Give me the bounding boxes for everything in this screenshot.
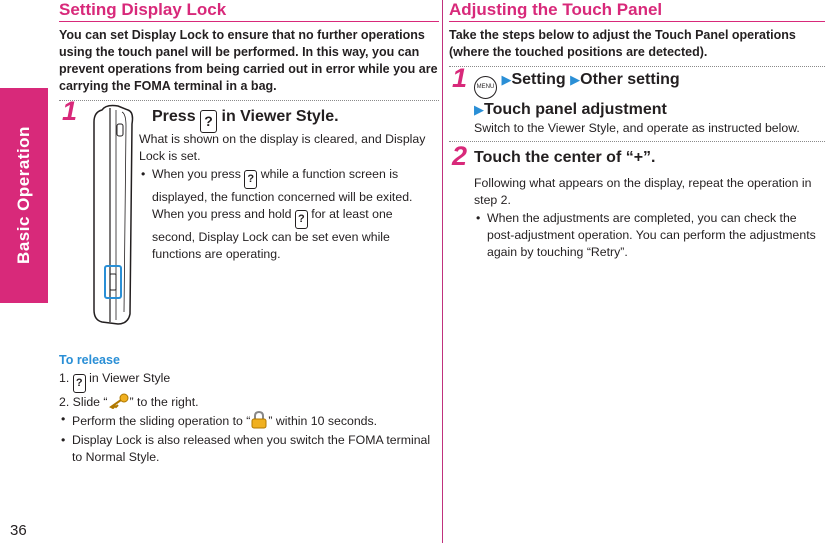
step1-bullet-pre: When you press bbox=[152, 167, 241, 181]
step1-heading-pre: Press bbox=[152, 108, 196, 125]
release-step-2-post: ” to the right. bbox=[129, 395, 199, 409]
lock-key-icon: ? bbox=[200, 110, 217, 133]
right-column bbox=[449, 0, 825, 67]
release-bullet-1 bbox=[59, 411, 437, 430]
touch-panel-intro: Take the steps below to adjust the Touch Panel operations (where the touched positions are detected). bbox=[449, 28, 796, 59]
arrow-icon: ▶ bbox=[570, 72, 581, 87]
arrow-icon: ▶ bbox=[474, 102, 484, 117]
release-title: To release bbox=[59, 353, 120, 367]
page-number: 36 bbox=[10, 522, 27, 539]
release-bullet-1-post: ” within 10 seconds. bbox=[268, 414, 378, 428]
touch-step2-heading: Touch the center of “+”. bbox=[474, 149, 656, 166]
step1-heading bbox=[152, 106, 339, 133]
step-number-1-right: 1 bbox=[452, 63, 468, 93]
release-bullet-1-pre: Perform the sliding operation to “ bbox=[72, 414, 251, 428]
arrow-icon: ▶ bbox=[501, 72, 512, 87]
display-lock-intro: You can set Display Lock to ensure that no further operations using the touch panel will be performed. In this way, you can prevent operations from being carried out in error while you are carrying the FOMA terminal in a bag. bbox=[59, 28, 438, 93]
side-tab-label: Basic Operation bbox=[14, 126, 33, 264]
lock-key-icon: ? bbox=[295, 210, 308, 229]
dotted-divider bbox=[449, 66, 825, 67]
menu-item-touch-panel-adjustment: Touch panel adjustment bbox=[484, 101, 667, 118]
step1-body bbox=[139, 131, 437, 263]
release-step-1-num: 1. bbox=[59, 371, 70, 385]
touch-step1-description: Switch to the Viewer Style, and operate as instructed below. bbox=[474, 121, 800, 135]
step1-description: What is shown on the display is cleared, and Display Lock is set. bbox=[139, 132, 426, 163]
step-number-2-right: 2 bbox=[452, 141, 468, 171]
step1-bullet bbox=[139, 166, 437, 263]
section-title-display-lock: Setting Display Lock bbox=[59, 0, 439, 22]
dotted-divider bbox=[449, 141, 825, 142]
step1-heading-post: in Viewer Style. bbox=[221, 108, 339, 125]
dotted-divider bbox=[59, 100, 439, 101]
touch-step2-description: Following what appears on the display, repeat the operation in step 2. bbox=[474, 176, 812, 207]
release-step-2 bbox=[59, 393, 437, 411]
key-icon bbox=[108, 393, 130, 409]
release-step-1 bbox=[59, 370, 437, 393]
menu-item-other-setting: Other setting bbox=[580, 71, 680, 88]
phone-side-illustration bbox=[88, 104, 136, 326]
step1-bullet-mid: while a function screen is displayed, the function concerned will be exited. When you press and hold bbox=[152, 167, 413, 221]
menu-item-setting: Setting bbox=[511, 71, 566, 88]
padlock-icon bbox=[250, 411, 268, 429]
touch-step2-bullet: • When the adjustments are completed, you can check the post-adjustment operation. You can perform the adjustments again by touching “Retry”. bbox=[474, 210, 826, 261]
column-divider bbox=[442, 0, 443, 543]
touch-step1-heading bbox=[474, 69, 824, 121]
touch-step2-body bbox=[474, 175, 826, 261]
section-title-touch-panel: Adjusting the Touch Panel bbox=[449, 0, 825, 22]
left-column bbox=[59, 0, 439, 101]
release-bullet-2: • Display Lock is also released when you switch the FOMA terminal to Normal Style. bbox=[59, 432, 437, 466]
release-step-1-text: in Viewer Style bbox=[89, 371, 171, 385]
menu-key-icon: MENU bbox=[474, 76, 497, 99]
step-number-1: 1 bbox=[62, 96, 78, 126]
lock-key-icon: ? bbox=[244, 170, 257, 189]
step1-bullet-post: for at least one second, Display Lock can be set even while functions are operating. bbox=[152, 207, 393, 261]
release-body bbox=[59, 370, 437, 466]
lock-key-icon: ? bbox=[73, 374, 86, 393]
release-step-2-pre: 2. Slide “ bbox=[59, 395, 108, 409]
